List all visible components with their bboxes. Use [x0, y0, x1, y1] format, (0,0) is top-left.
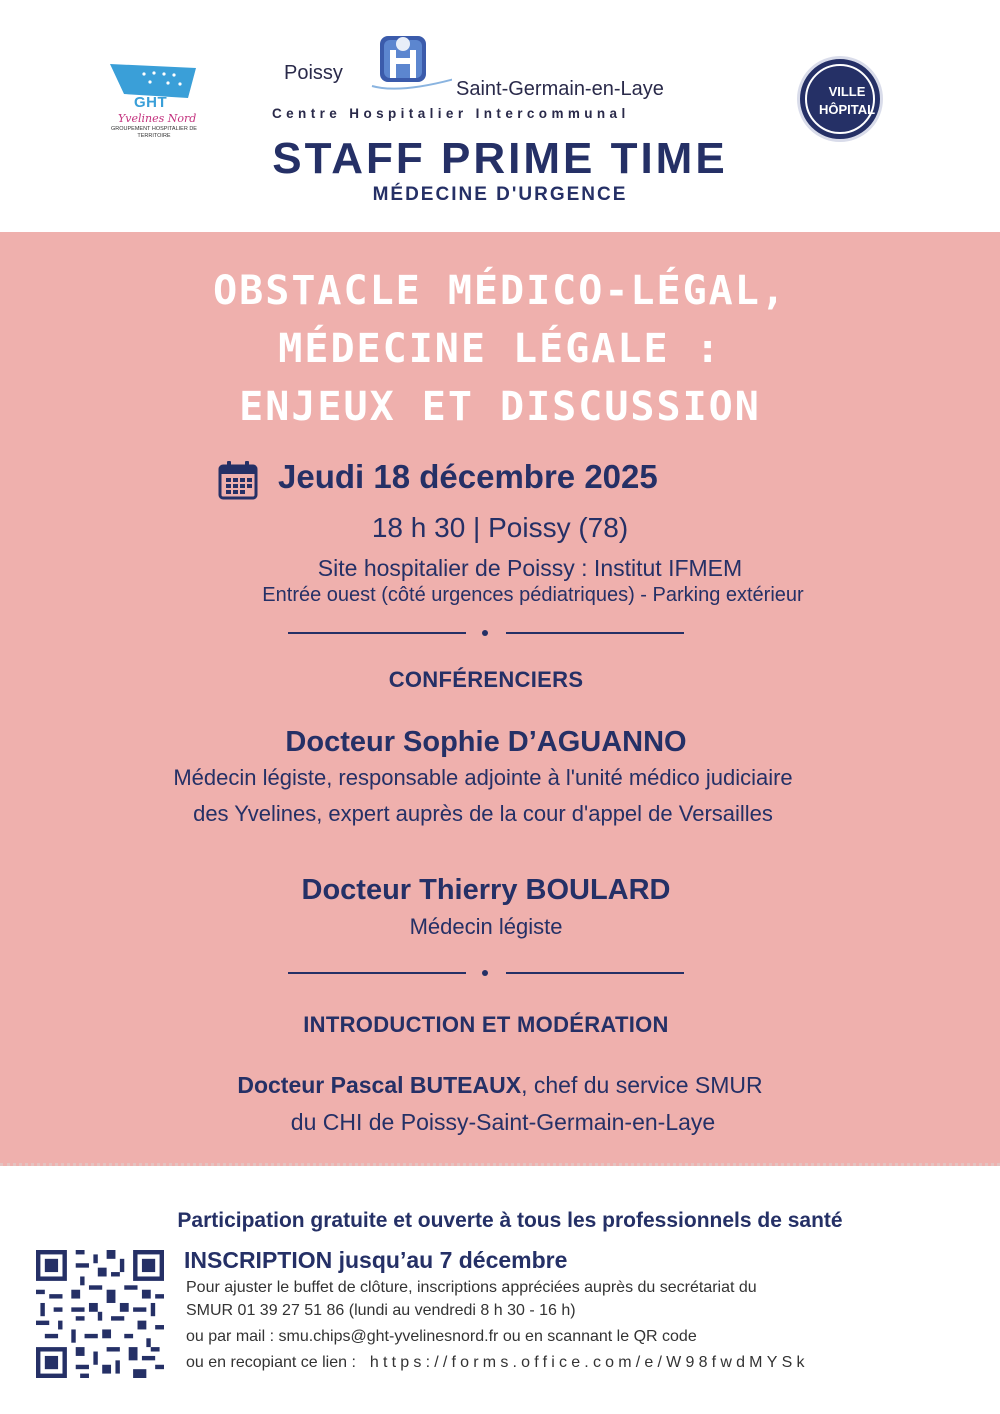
badge-line-2: HÔPITAL: [818, 102, 876, 117]
moderator-line-2: du CHI de Poissy-Saint-Germain-en-Laye: [290, 1109, 716, 1135]
moderator-line-1: [0, 1072, 1000, 1099]
separator: [288, 967, 684, 979]
ght-script-text: Yvelines Nord: [118, 112, 197, 125]
topic-line-1: OBSTACLE MÉDICO-LÉGAL,: [213, 268, 787, 314]
speaker-1-desc-line-1: Médecin légiste, responsable adjointe à l'unité médico judiciaire: [173, 765, 793, 790]
ght-abbr: GHT: [134, 94, 168, 111]
calendar-icon: [218, 460, 258, 500]
page-subtitle: MÉDECINE D'URGENCE: [372, 184, 628, 205]
ght-flag-icon: [110, 64, 196, 98]
speaker-2-desc: Médecin légiste: [409, 914, 563, 939]
ville-hopital-badge: [797, 56, 883, 142]
speaker-1-name: Docteur Sophie D’AGUANNO: [285, 726, 687, 758]
footer-link-prefix: ou en recopiant ce lien :: [186, 1354, 356, 1371]
footer-line-1: Pour ajuster le buffet de clôture, inscriptions appréciées auprès du secrétariat du: [186, 1279, 757, 1296]
badge-line-1: VILLE: [828, 84, 866, 99]
chi-logo: [270, 30, 730, 130]
topic-line-3: ENJEUX ET DISCUSSION: [239, 384, 761, 430]
footer-line-2: SMUR 01 39 27 51 86 (lundi au vendredi 8 h 30 - 16 h): [186, 1302, 576, 1319]
badge-ring: [805, 64, 875, 134]
speaker-2-name: Docteur Thierry BOULARD: [301, 874, 671, 906]
footer-line-4: [186, 1354, 809, 1372]
registration-link[interactable]: https://forms.office.com/e/W98fwdMYSk: [369, 1354, 809, 1371]
header: [0, 0, 1000, 232]
moderator-name: Docteur Pascal BUTEAUX: [237, 1072, 522, 1098]
qr-code[interactable]: [36, 1250, 164, 1378]
footer-line-3: ou par mail : smu.chips@ght-yvelinesnord.fr ou en scannant le QR code: [186, 1328, 697, 1345]
event-date-row: [0, 458, 1000, 504]
ght-subtitle: GROUPEMENT HOSPITALIER DE TERRITOIRE: [111, 126, 197, 139]
chi-city-poissy: Poissy: [284, 62, 343, 84]
topic-line-2: MÉDECINE LÉGALE :: [278, 326, 722, 372]
panel-bottom-divider: [0, 1163, 1000, 1167]
chi-city-sgl: Saint-Germain-en-Laye: [456, 78, 664, 100]
speakers-heading: CONFÉRENCIERS: [388, 667, 584, 692]
moderator-role: , chef du service SMUR: [521, 1072, 763, 1098]
event-site: Site hospitalier de Poissy : Institut IFMEM: [317, 555, 743, 581]
event-date: Jeudi 18 décembre 2025: [278, 458, 658, 495]
page-title: STAFF PRIME TIME: [272, 134, 728, 183]
inscription-deadline: INSCRIPTION jusqu’au 7 décembre: [184, 1247, 568, 1273]
participation-text: Participation gratuite et ouverte à tous les professionnels de santé: [177, 1209, 843, 1232]
separator: [288, 627, 684, 639]
event-time-place: 18 h 30 | Poissy (78): [371, 512, 629, 543]
chi-name: Centre Hospitalier Intercommunal: [272, 106, 630, 121]
speaker-1-desc-line-2: des Yvelines, expert auprès de la cour d'appel de Versailles: [193, 801, 773, 826]
moderation-heading: INTRODUCTION ET MODÉRATION: [303, 1012, 669, 1037]
hospital-emblem-icon: [362, 30, 452, 100]
event-access: Entrée ouest (côté urgences pédiatriques) - Parking extérieur: [262, 584, 804, 606]
